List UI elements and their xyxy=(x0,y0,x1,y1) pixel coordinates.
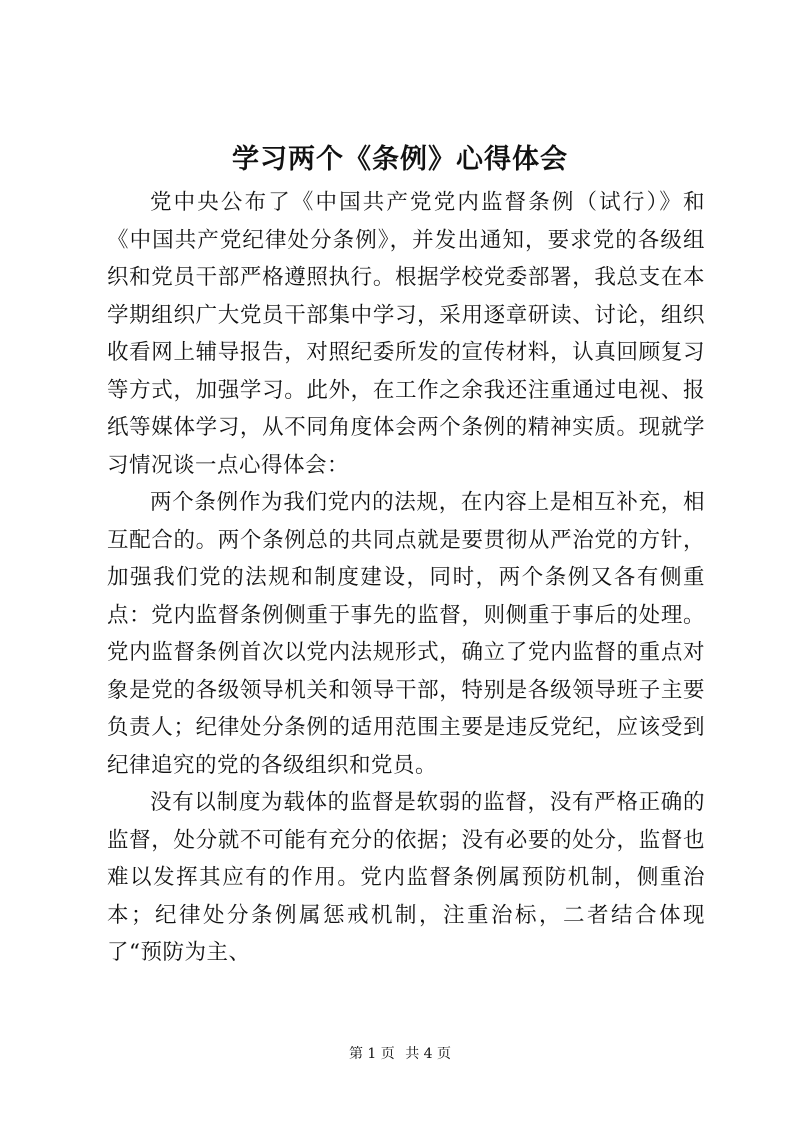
document-body xyxy=(107,184,705,972)
paragraph-1: 党中央公布了《中国共产党党内监督条例（试行）》和《中国共产党纪律处分条例》，并发出通知，要求党的各级组织和党员干部严格遵照执行。根据学校党委部署，我总支在本学期组织广大党员干部集中学习，采用逐章研读、讨论，组织收看网上辅导报告，对照纪委所发的宣传材料，认真回顾复习等方式，加强学习。此外，在工作之余我还注重通过电视、报纸等媒体学习，从不同角度体会两个条例的精神实质。现就学习情况谈一点心得体会： xyxy=(107,190,705,478)
paragraph-3: 没有以制度为载体的监督是软弱的监督，没有严格正确的监督，处分就不可能有充分的依据；没有必要的处分，监督也难以发挥其应有的作用。党内监督条例属预防机制，侧重治本；纪律处分条例属惩戒机制，注重治标，二者结合体现了“预防为主、 xyxy=(107,790,705,965)
document-title: 学习两个《条例》心得体会 xyxy=(232,144,568,175)
page-total: 共 4 页 xyxy=(405,1046,452,1062)
paragraph-2: 两个条例作为我们党内的法规，在内容上是相互补充，相互配合的。两个条例总的共同点就是要贯彻从严治党的方针，加强我们党的法规和制度建设，同时，两个条例又各有侧重点：党内监督条例侧重于事先的监督，则侧重于事后的处理。党内监督条例首次以党内法规形式，确立了党内监督的重点对象是党的各级领导机关和领导干部，特别是各级领导班子主要负责人；纪律处分条例的适用范围主要是违反党纪，应该受到纪律追究的党的各级组织和党员。 xyxy=(107,490,705,778)
page-number: 第 1 页 xyxy=(348,1046,395,1062)
page-footer xyxy=(0,1044,800,1064)
